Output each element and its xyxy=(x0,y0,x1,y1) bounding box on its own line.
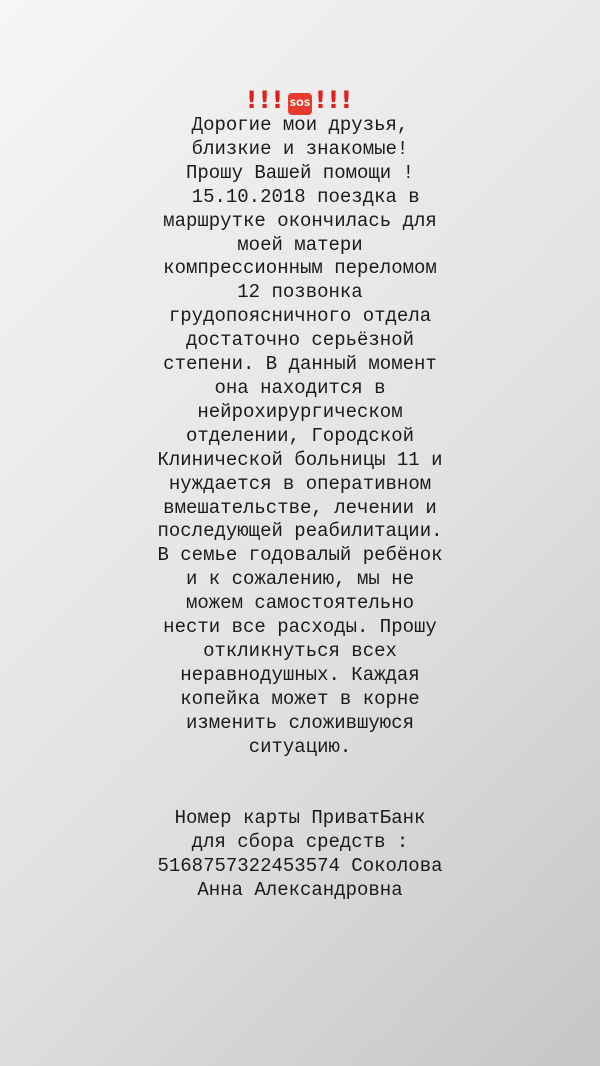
text-line: вмешательстве, лечении и xyxy=(163,496,437,519)
card-line: Номер карты ПриватБанк xyxy=(174,807,426,829)
text-line: степени. В данный момент xyxy=(163,353,437,376)
text-line: близкие и знакомые! xyxy=(191,137,409,160)
alert-headline xyxy=(0,86,600,115)
text-line: маршрутке окончилась для xyxy=(163,209,437,232)
card-number-line: 5168757322453574 Соколова xyxy=(157,854,443,877)
text-line: моей матери xyxy=(237,233,363,256)
text-line: Прошу Вашей помощи ! xyxy=(185,161,415,184)
text-line: последующей реабилитации. xyxy=(157,520,443,543)
text-line: достаточно серьёзной xyxy=(185,329,415,352)
bank-card-details xyxy=(0,807,600,903)
text-line: компрессионным переломом xyxy=(163,257,437,280)
text-line: копейка может в корне xyxy=(180,687,420,710)
text-line: откликнуться всех xyxy=(203,639,397,662)
text-line: отделении, Городской xyxy=(185,424,415,447)
text-line: 12 позвонка xyxy=(237,281,363,304)
card-holder-line: Анна Александровна xyxy=(197,878,403,901)
text-line: можем самостоятельно xyxy=(185,592,415,615)
text-line: и к сожалению, мы не xyxy=(185,568,415,591)
exclamation-marks-left: !!! xyxy=(246,86,285,114)
text-line: нести все расходы. Прошу xyxy=(163,616,437,639)
appeal-text xyxy=(0,114,600,759)
text-line: ситуацию. xyxy=(248,735,352,758)
card-line: для сбора средств : xyxy=(191,830,409,853)
text-line: изменить сложившуюся xyxy=(185,711,415,734)
sos-icon: SOS xyxy=(288,93,312,115)
text-line: грудопоясничного отдела xyxy=(168,305,432,328)
text-line: нейрохирургическом xyxy=(197,400,403,423)
exclamation-marks-right: !!! xyxy=(315,86,354,114)
text-line: Дорогие мои друзья, xyxy=(191,114,409,136)
text-line: В семье годовалый ребёнок xyxy=(157,544,443,567)
text-line: нуждается в оперативном xyxy=(168,472,432,495)
text-line: 15.10.2018 поездка в xyxy=(180,185,420,208)
text-line: Клинической больницы 11 и xyxy=(157,448,443,471)
text-line: неравнодушных. Каждая xyxy=(180,663,420,686)
text-line: она находится в xyxy=(214,376,386,399)
